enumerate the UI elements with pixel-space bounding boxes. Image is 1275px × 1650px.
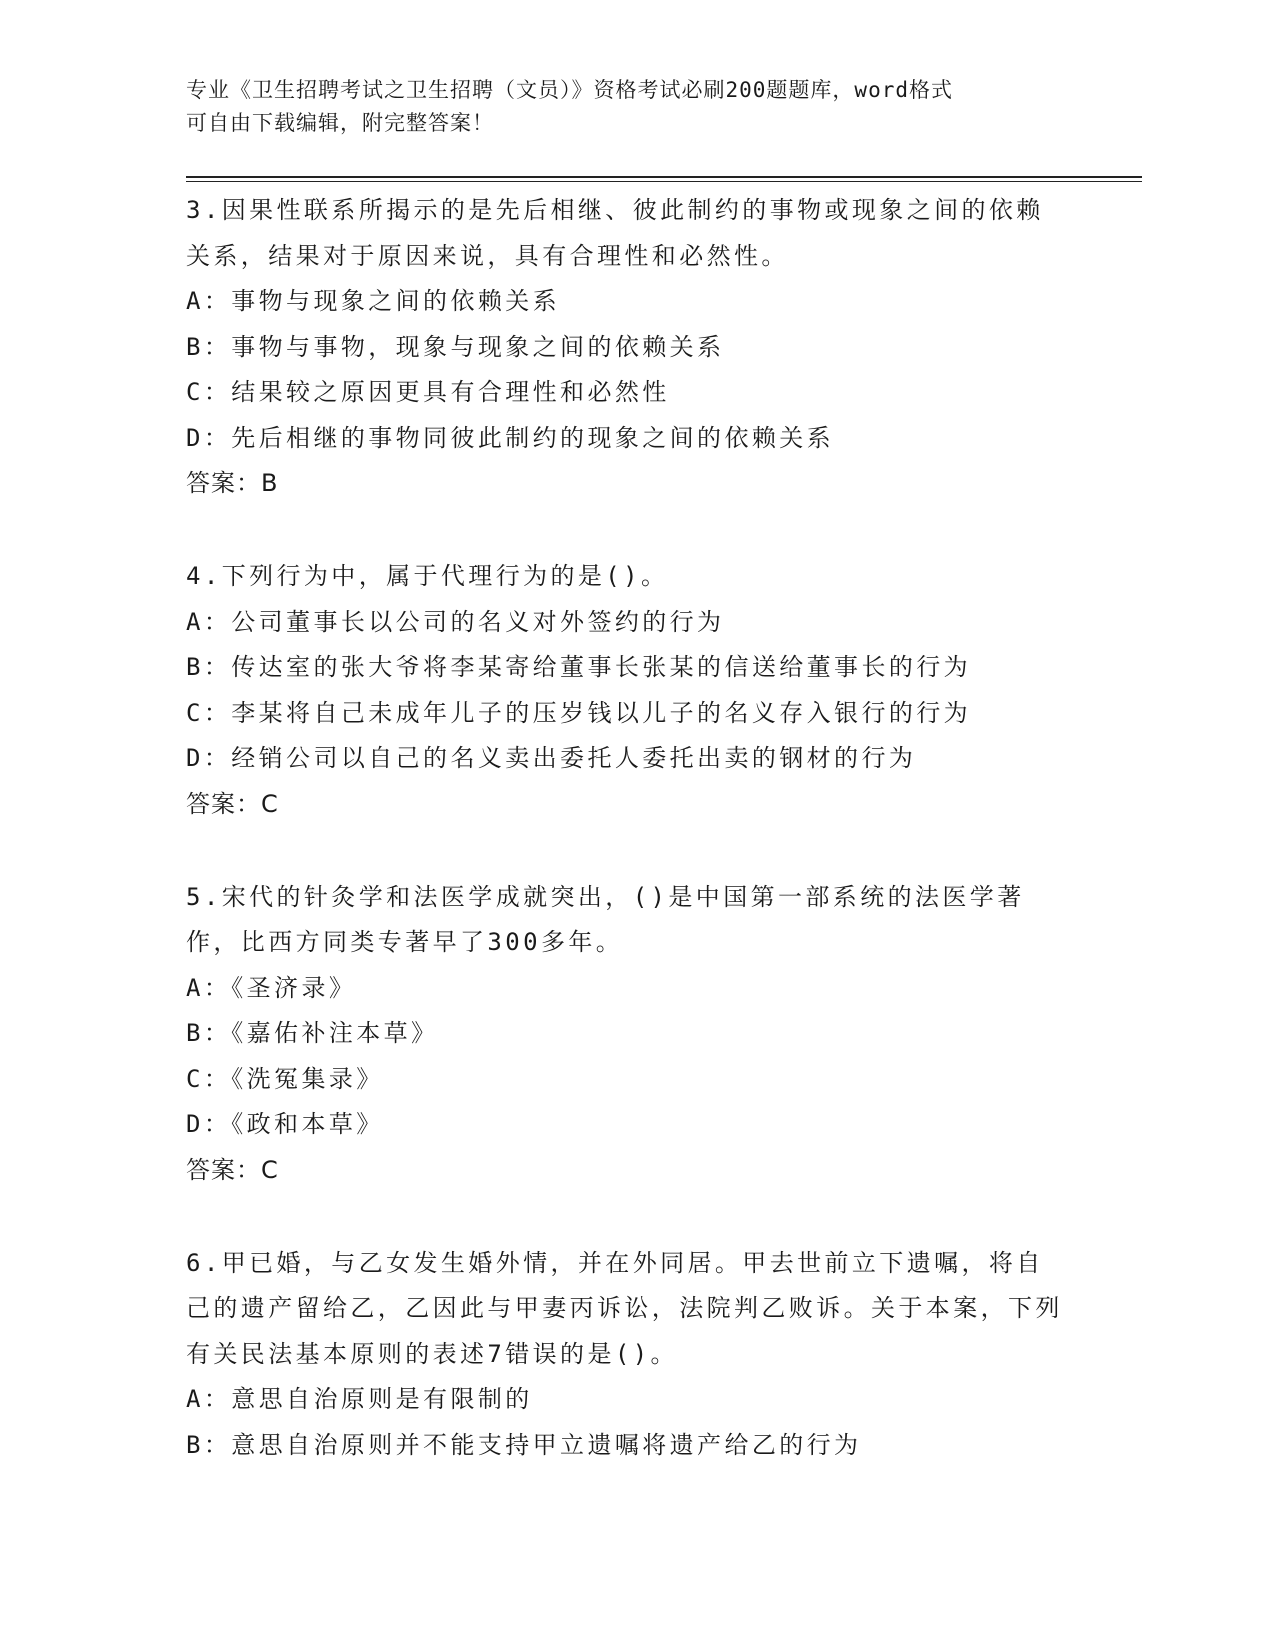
question-3: [186, 188, 1066, 506]
option-c: C：李某将自己未成年儿子的压岁钱以儿子的名义存入银行的行为: [186, 698, 972, 727]
option-d: D：《政和本草》: [186, 1110, 384, 1138]
header-divider-thick: [186, 176, 1142, 178]
header-line-2: 可自由下载编辑，附完整答案！: [186, 111, 494, 135]
header-line-1: 专业《卫生招聘考试之卫生招聘（文员）》资格考试必刷200题题库，word格式: [186, 78, 953, 102]
option-b: B：意思自治原则并不能支持甲立遗嘱将遗产给乙的行为: [186, 1430, 862, 1459]
question-5: [186, 875, 1066, 1193]
option-b: B：传达室的张大爷将李某寄给董事长张某的信送给董事长的行为: [186, 653, 972, 681]
option-a: A：公司董事长以公司的名义对外签约的行为: [186, 607, 725, 636]
option-d: D：先后相继的事物同彼此制约的现象之间的依赖关系: [186, 423, 835, 452]
option-a: A：《圣济录》: [186, 973, 357, 1002]
question-list: [186, 188, 1066, 1516]
answer-label: 答案：C: [186, 789, 279, 818]
option-c: C：《洗冤集录》: [186, 1064, 384, 1093]
option-b: B：事物与事物，现象与现象之间的依赖关系: [186, 332, 725, 361]
option-a: A：意思自治原则是有限制的: [186, 1385, 533, 1413]
question-6: [186, 1241, 1066, 1469]
header-divider-thin: [186, 181, 1142, 182]
option-b: B：《嘉佑补注本草》: [186, 1019, 439, 1047]
question-stem: 4.下列行为中，属于代理行为的是()。: [186, 562, 669, 590]
document-header: [186, 74, 1066, 140]
option-d: D：经销公司以自己的名义卖出委托人委托出卖的钢材的行为: [186, 744, 917, 772]
question-stem: 5.宋代的针灸学和法医学成就突出，()是中国第一部系统的法医学著作，比西方同类专著早了300多年。: [186, 882, 1025, 956]
question-4: [186, 554, 1066, 827]
answer-label: 答案：C: [186, 1155, 279, 1184]
answer-label: 答案：B: [186, 469, 279, 497]
question-stem: 3.因果性联系所揭示的是先后相继、彼此制约的事物或现象之间的依赖关系，结果对于原因来说，具有合理性和必然性。: [186, 196, 1044, 270]
question-stem: 6.甲已婚，与乙女发生婚外情，并在外同居。甲去世前立下遗嘱，将自己的遗产留给乙，乙因此与甲妻丙诉讼，法院判乙败诉。关于本案，下列有关民法基本原则的表述7错误的是()。: [186, 1248, 1063, 1368]
option-c: C：结果较之原因更具有合理性和必然性: [186, 378, 670, 406]
option-a: A：事物与现象之间的依赖关系: [186, 287, 561, 315]
